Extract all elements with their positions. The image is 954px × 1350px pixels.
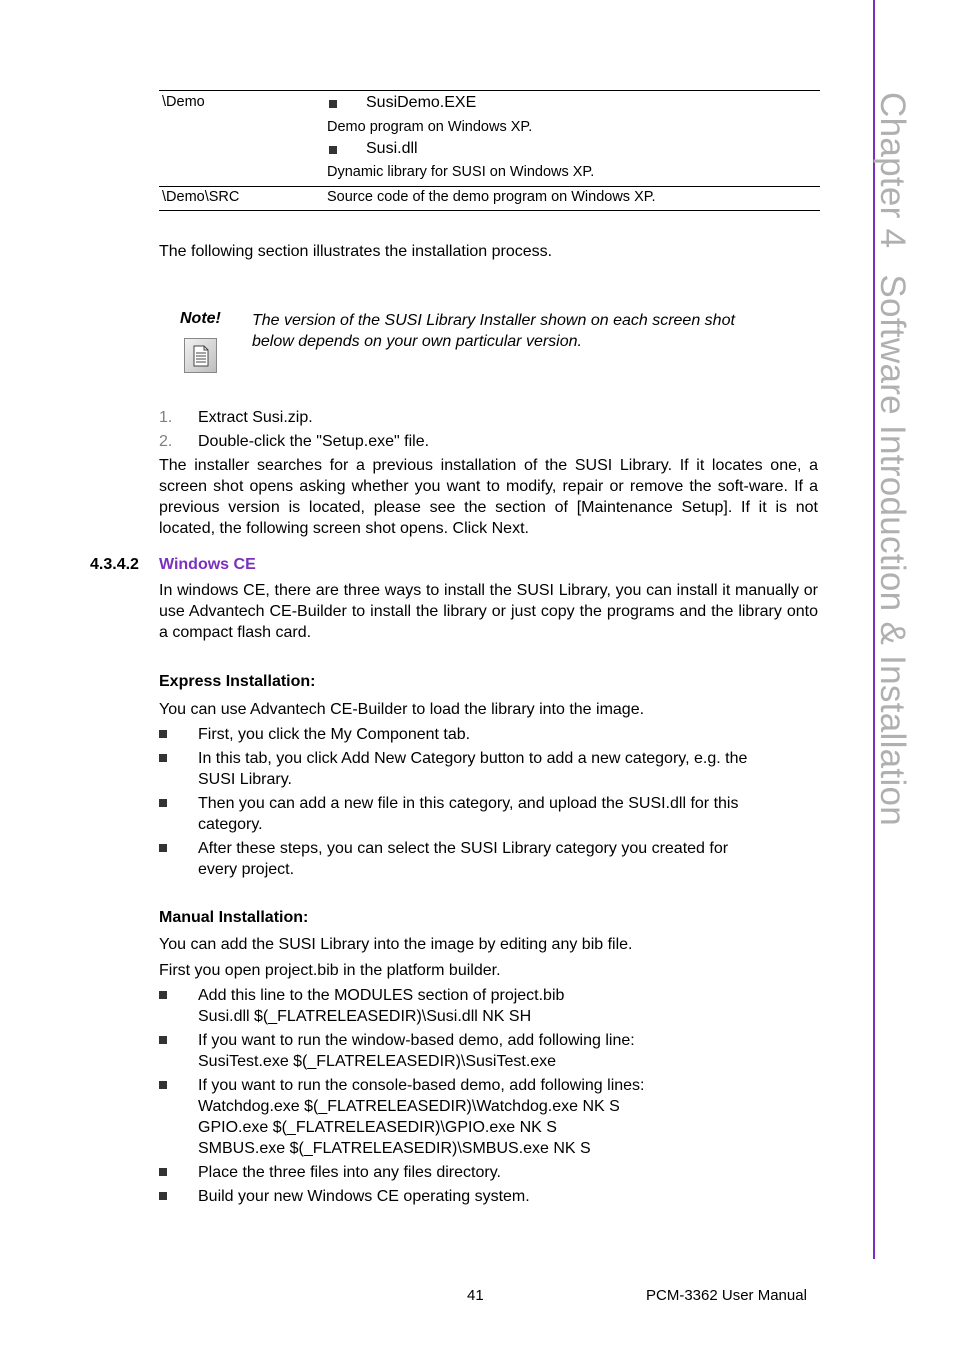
bullet-icon — [329, 100, 337, 108]
list-item-line: If you want to run the window-based demo, add following line: — [198, 1032, 635, 1049]
list-item-line: Place the three files into any files directory. — [198, 1164, 501, 1181]
list-item — [159, 838, 819, 880]
list-item-line: Watchdog.exe $(_FLATRELEASEDIR)\Watchdog.exe NK S — [198, 1098, 620, 1115]
bullet-icon — [159, 1192, 167, 1200]
step-number: 1. — [159, 409, 173, 426]
bullet-icon — [159, 1036, 167, 1044]
installer-paragraph: The installer searches for a previous installation of the SUSI Library. If it locates one, a screen shot opens asking whether you want to modify, repair or remove the soft-ware. If a previous version is located, please see the section of [Maintenance Setup]. If it is not located, the following screen shot opens. Click Next. — [159, 457, 818, 537]
list-item-line: Susi.dll $(_FLATRELEASEDIR)\Susi.dll NK SH — [198, 1008, 532, 1025]
list-item — [159, 724, 819, 745]
table-desc: Source code of the demo program on Windows XP. — [327, 189, 656, 205]
list-item-line: GPIO.exe $(_FLATRELEASEDIR)\GPIO.exe NK S — [198, 1119, 557, 1136]
bullet-icon — [159, 799, 167, 807]
note-label: Note! — [180, 310, 221, 327]
bullet-icon — [159, 1168, 167, 1176]
table-path: \Demo — [162, 94, 205, 110]
table-item — [329, 94, 809, 112]
file-name: Susi.dll — [366, 140, 418, 157]
list-item — [159, 793, 819, 835]
manual-paragraph: First you open project.bib in the platform builder. — [159, 962, 501, 979]
chapter-label: Chapter 4 — [873, 92, 912, 249]
list-item-line: Add this line to the MODULES section of project.bib — [198, 987, 565, 1004]
list-item-line: Then you can add a new file in this category, and upload the SUSI.dll for this — [198, 795, 739, 812]
note-icon — [184, 338, 217, 373]
manual-paragraph: You can add the SUSI Library into the image by editing any bib file. — [159, 936, 633, 953]
table-row — [159, 187, 820, 210]
chapter-sidebar-title — [872, 92, 912, 826]
table-path: \Demo\SRC — [162, 189, 240, 205]
list-item — [159, 1186, 819, 1207]
chapter-title: Software Introduction & Installation — [873, 274, 912, 827]
list-item-line: SUSI Library. — [198, 771, 292, 788]
step-item — [159, 431, 429, 452]
list-item — [159, 1075, 819, 1159]
note-text — [252, 310, 735, 352]
file-desc: Demo program on Windows XP. — [327, 119, 533, 135]
section-title: Windows CE — [159, 556, 256, 573]
step-text: Double-click the "Setup.exe" file. — [198, 433, 430, 450]
section-number: 4.3.4.2 — [90, 556, 139, 573]
express-heading: Express Installation: — [159, 673, 316, 690]
list-item — [159, 748, 819, 790]
bullet-icon — [159, 730, 167, 738]
list-item-line: If you want to run the console-based demo, add following lines: — [198, 1077, 645, 1094]
manual-title: PCM-3362 User Manual — [646, 1287, 807, 1304]
list-item-line: Build your new Windows CE operating system. — [198, 1188, 530, 1205]
list-item-line: SMBUS.exe $(_FLATRELEASEDIR)\SMBUS.exe NK S — [198, 1140, 591, 1157]
list-item-line: every project. — [198, 861, 295, 878]
file-desc: Dynamic library for SUSI on Windows XP. — [327, 164, 595, 180]
page-number: 41 — [467, 1287, 484, 1304]
bullet-icon — [159, 844, 167, 852]
file-name: SusiDemo.EXE — [366, 94, 477, 111]
bullet-icon — [329, 146, 337, 154]
list-item — [159, 1162, 819, 1183]
list-item-line: After these steps, you can select the SUSI Library category you created for — [198, 840, 729, 857]
step-number: 2. — [159, 433, 173, 450]
step-item — [159, 407, 313, 428]
table-row — [159, 91, 820, 187]
intro-text: The following section illustrates the installation process. — [159, 243, 553, 260]
file-table — [159, 90, 820, 211]
note-line: below depends on your own particular version. — [252, 333, 582, 350]
bullet-icon — [159, 1081, 167, 1089]
note-line: The version of the SUSI Library Installer shown on each screen shot — [252, 312, 735, 329]
step-text: Extract Susi.zip. — [198, 409, 313, 426]
list-item — [159, 985, 819, 1027]
section-paragraph: In windows CE, there are three ways to install the SUSI Library, you can install it manually or use Advantech CE-Builder to install the library or just copy the programs and the library onto a compact flash card. — [159, 582, 818, 641]
list-item — [159, 1030, 819, 1072]
list-item-line: In this tab, you click Add New Category button to add a new category, e.g. the — [198, 750, 748, 767]
table-item — [329, 140, 809, 158]
express-paragraph: You can use Advantech CE-Builder to load the library into the image. — [159, 701, 645, 718]
list-item-line: category. — [198, 816, 263, 833]
bullet-icon — [159, 754, 167, 762]
bullet-icon — [159, 991, 167, 999]
manual-heading: Manual Installation: — [159, 909, 309, 926]
list-item-line: SusiTest.exe $(_FLATRELEASEDIR)\SusiTest.exe — [198, 1053, 557, 1070]
list-item-line: First, you click the My Component tab. — [198, 726, 471, 743]
